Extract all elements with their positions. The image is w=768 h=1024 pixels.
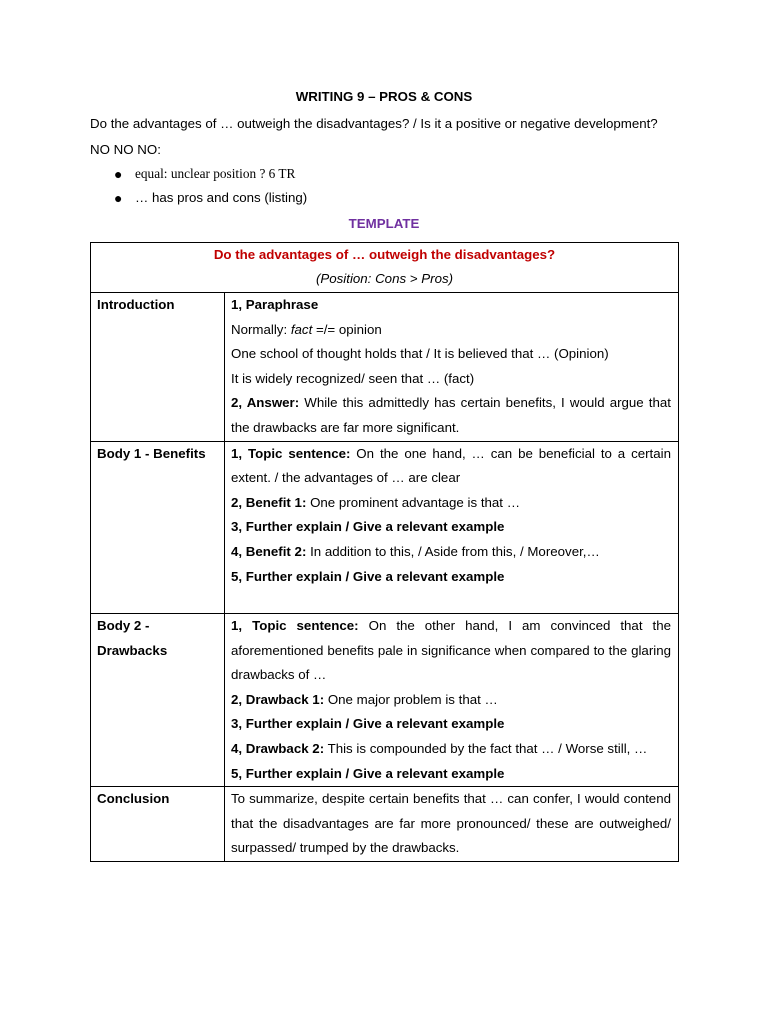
intro-answer-text: While this admittedly has certain benefits, I would argue that the drawbacks are far more significant. — [231, 395, 671, 435]
body1-explain2: 5, Further explain / Give a relevant example — [231, 568, 505, 584]
row-content-introduction — [225, 292, 679, 441]
intro-note-fact: fact — [290, 321, 313, 337]
conclusion-text: To summarize, despite certain benefits that … can confer, I would contend that the disadvantages are far more pronounced/ these are outweighed/ surpassed/ trumped by the drawbacks. — [231, 791, 671, 856]
intro-step-paraphrase: 1, Paraphrase — [231, 296, 319, 312]
table-row-body1 — [91, 441, 679, 614]
body1-explain1: 3, Further explain / Give a relevant example — [231, 519, 505, 535]
table-row-conclusion — [91, 787, 679, 862]
body1-benefit2 — [231, 540, 671, 565]
body2-drawback2-text: This is compounded by the fact that … / Worse still, … — [324, 741, 648, 757]
filled-circle-bullet-icon: ● — [114, 165, 123, 182]
body2-topic-label: 1, Topic sentence: — [231, 618, 359, 634]
body2-drawback2 — [231, 737, 671, 762]
table-position: (Position: Cons > Pros) — [315, 271, 454, 287]
row-label-body2 — [91, 614, 225, 787]
body1-benefit1-label: 2, Benefit 1: — [231, 494, 307, 510]
intro-fact-phrase: It is widely recognized/ seen that … (fact) — [231, 370, 475, 386]
warning-list — [90, 162, 678, 211]
body1-benefit1-text: One prominent advantage is that … — [306, 494, 520, 510]
template-heading: TEMPLATE — [348, 215, 420, 231]
intro-note-post: =/= opinion — [312, 321, 382, 337]
body2-topic-text: On the other hand, I am convinced that the aforementioned benefits pale in significance when compared to the glaring drawbacks of … — [231, 618, 671, 683]
body2-explain1: 3, Further explain / Give a relevant example — [231, 716, 505, 732]
template-table — [90, 242, 679, 862]
table-header-cell — [91, 242, 679, 292]
body1-topic-label: 1, Topic sentence: — [231, 445, 351, 461]
row-content-conclusion — [225, 787, 679, 862]
body2-explain2: 5, Further explain / Give a relevant example — [231, 765, 505, 781]
body2-topic-sentence — [231, 614, 671, 688]
intro-answer — [231, 391, 671, 440]
body2-drawback1-text: One major problem is that … — [324, 691, 498, 707]
row-label-body2-line2: Drawbacks — [97, 642, 168, 658]
row-label-body1: Body 1 - Benefits — [91, 441, 225, 614]
row-label-conclusion: Conclusion — [91, 787, 225, 862]
body2-drawback2-label: 4, Drawback 2: — [231, 741, 325, 757]
body1-topic-text: On the one hand, … can be beneficial to a certain extent. / the advantages of … are clear — [231, 445, 671, 486]
body1-topic-sentence — [231, 442, 671, 491]
list-item-text: equal: unclear position ? 6 TR — [135, 165, 296, 181]
page-title: WRITING 9 – PROS & CONS — [295, 89, 473, 104]
body1-benefit2-label: 4, Benefit 2: — [231, 543, 307, 559]
intro-answer-label: 2, Answer: — [231, 395, 300, 411]
table-question: Do the advantages of … outweigh the disadvantages? — [213, 246, 556, 262]
prompt-question: Do the advantages of … outweigh the disadvantages? / Is it a positive or negative development? — [90, 116, 658, 131]
body1-blank-line — [231, 589, 671, 613]
intro-note-pre: Normally: — [231, 321, 291, 337]
table-row-introduction — [91, 292, 679, 441]
list-item — [114, 186, 678, 211]
list-item-text: … has pros and cons (listing) — [135, 190, 308, 206]
row-content-body2 — [225, 614, 679, 787]
row-content-body1 — [225, 441, 679, 614]
body1-benefit2-text: In addition to this, / Aside from this, / Moreover,… — [306, 543, 600, 559]
intro-opinion-phrase: One school of thought holds that / It is believed that … (Opinion) — [231, 346, 609, 362]
table-row-body2 — [91, 614, 679, 787]
table-header-row — [91, 242, 679, 292]
body2-drawback1-label: 2, Drawback 1: — [231, 691, 325, 707]
body1-benefit1 — [231, 491, 671, 516]
intro-note — [231, 318, 671, 343]
filled-circle-bullet-icon: ● — [114, 190, 123, 207]
row-label-body2-line1: Body 2 - — [97, 618, 150, 634]
warning-text: NO NO NO: — [90, 141, 161, 157]
body2-drawback1 — [231, 688, 671, 713]
list-item — [114, 162, 678, 187]
document-page — [90, 88, 678, 862]
row-label-introduction: Introduction — [91, 292, 225, 441]
